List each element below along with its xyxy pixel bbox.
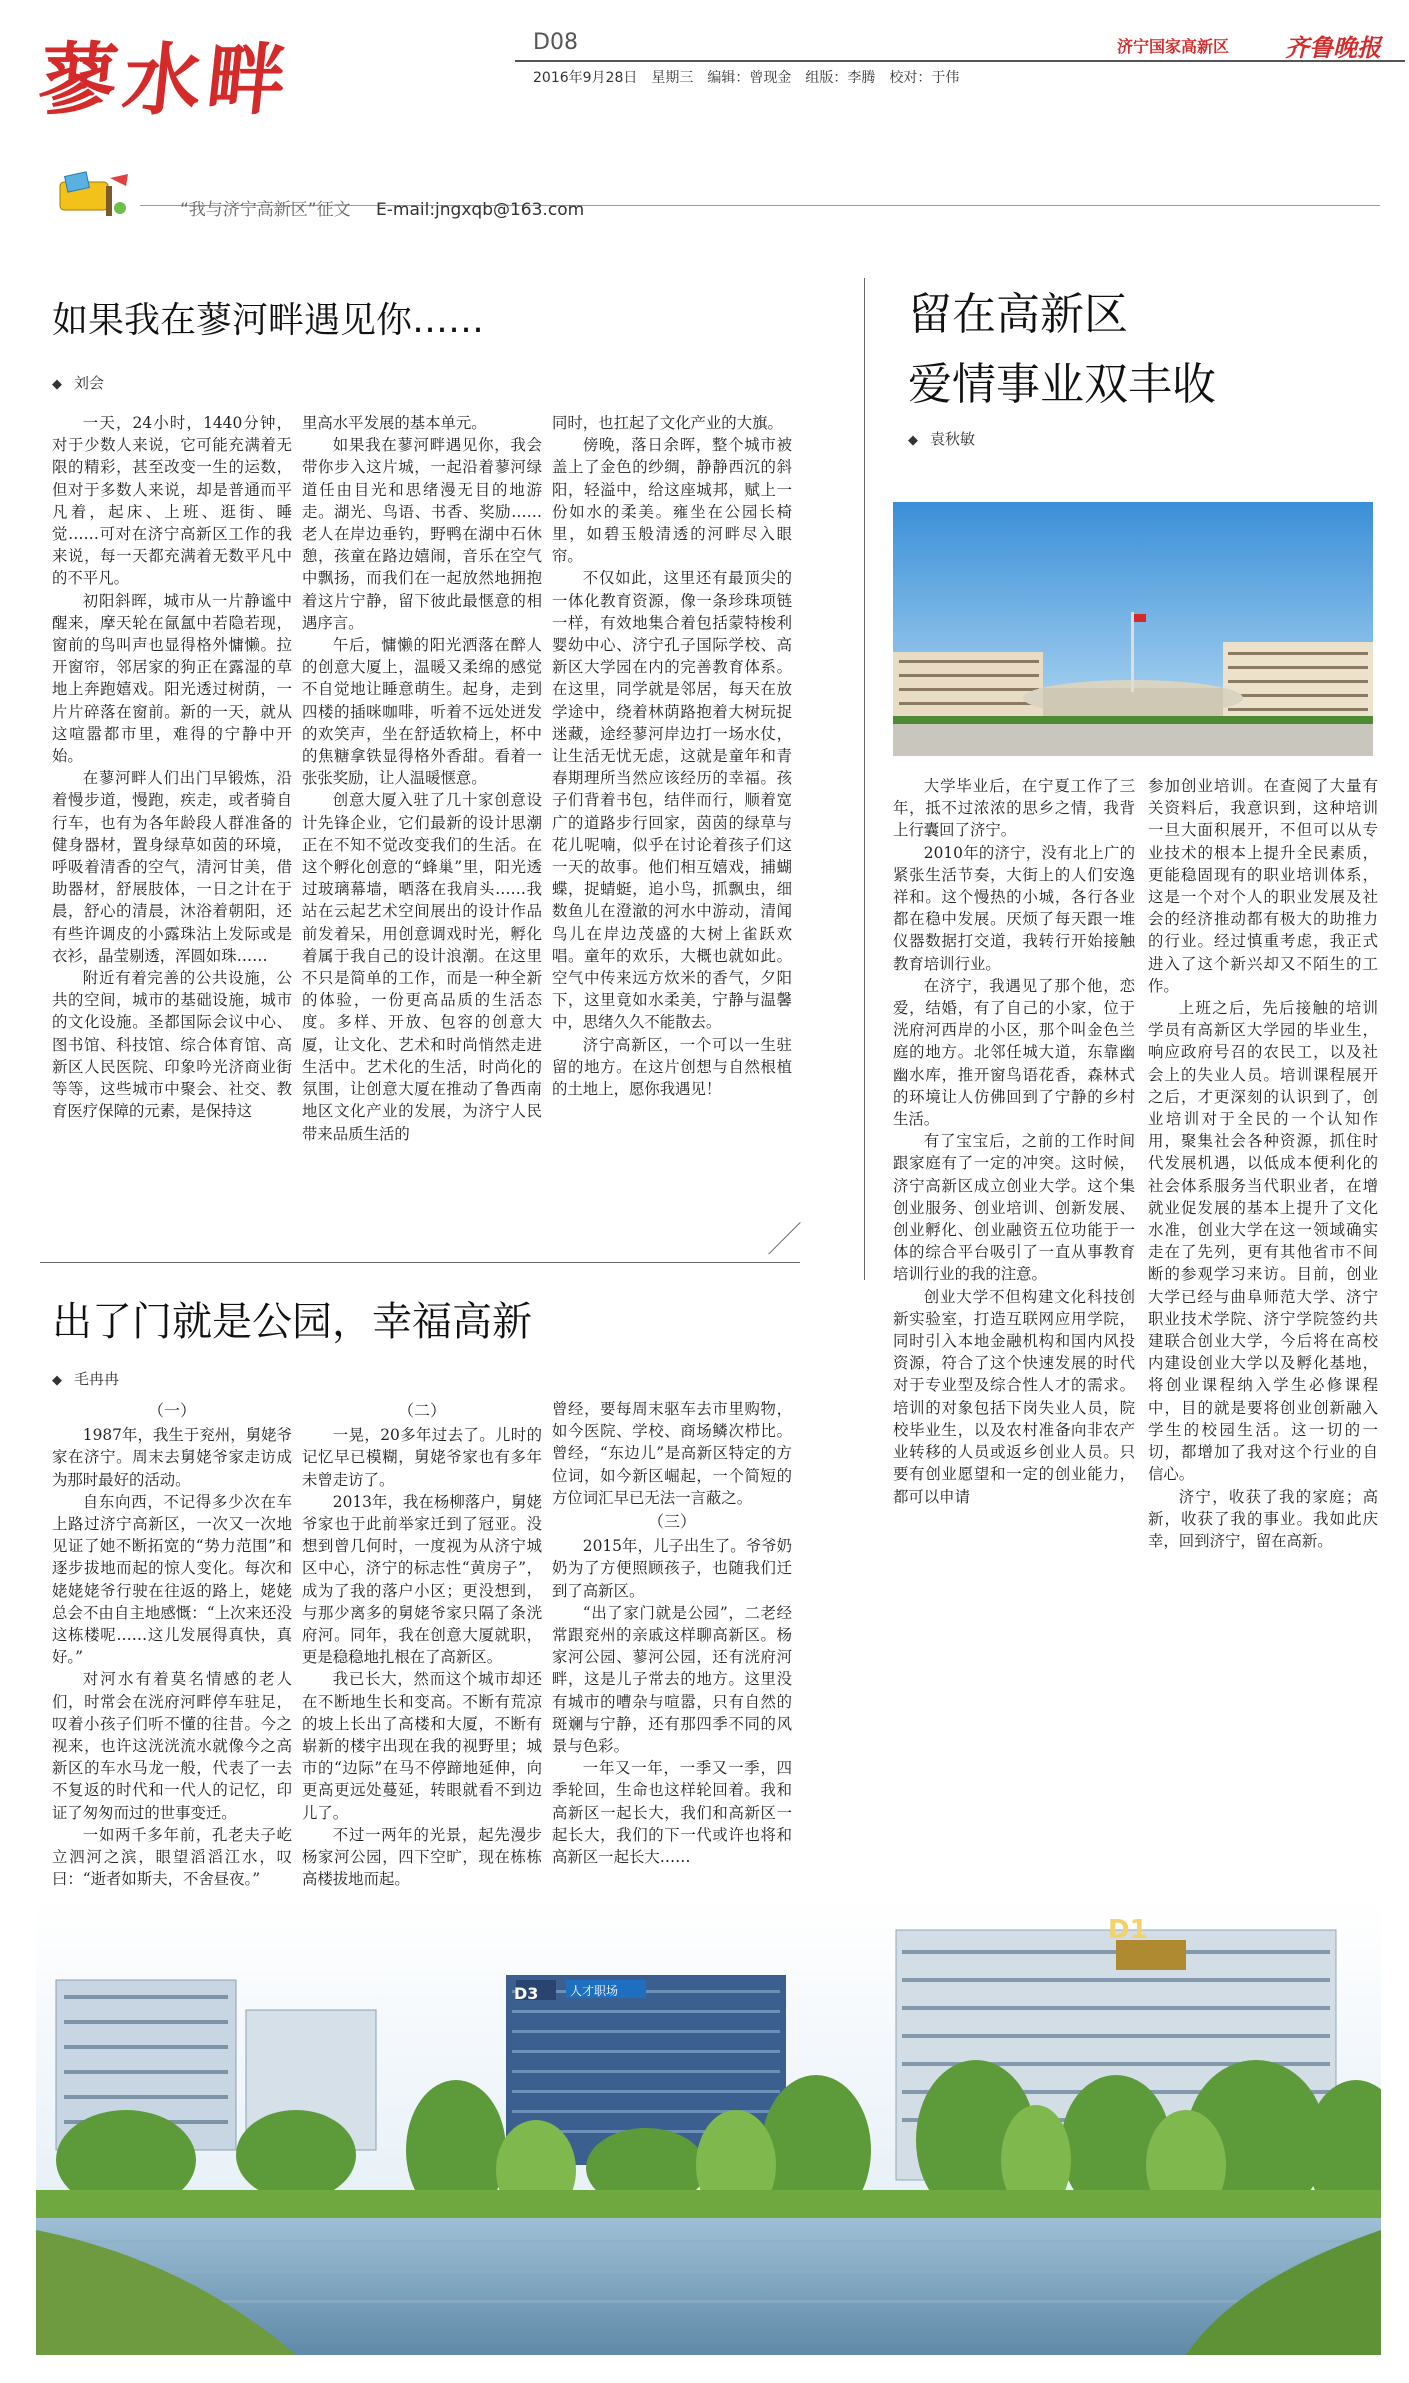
paragraph: 自东向西，不记得多少次在车上路过济宁高新区，一次又一次地见证了她不断拓宽的“势力范围”和逐步拔地而起的惊人变化。每次和姥姥姥爷行驶在往返的路上，姥姥总会不由自主地感慨：“上次来还没这栋楼呢……这儿发展得真快，真好。” — [52, 1492, 292, 1667]
article3-byline — [52, 1368, 119, 1389]
collection-banner — [180, 195, 584, 220]
diamond-icon: ◆ — [52, 377, 62, 392]
paragraph: 如果我在蓼河畔遇见你，我会带你步入这片城，一起沿着蓼河绿道任由目光和思绪漫无目的地游走。湖光、鸟语、书香、奖励……老人在岸边垂钓，野鸭在湖中石休憩，孩童在路边嬉闹，音乐在空气中飘扬，而我们在一起放然地拥抱着这片宁静，留下彼此最惬意的相遇序言。 — [302, 436, 542, 632]
article2-author: 袁秋敏 — [930, 430, 976, 448]
paragraph: 不过一两年的光景，起先漫步杨家河公园，四下空旷，现在栋栋高楼拔地而起。 — [302, 1825, 542, 1889]
article3-col3 — [552, 1398, 792, 1928]
article3-col2 — [302, 1398, 542, 1928]
paragraph: 济宁高新区，一个可以一生驻留的地方。在这片创想与自然根植的土地上，愿你我遇见！ — [552, 1035, 792, 1099]
article1-col2 — [302, 412, 542, 1272]
paragraph: 傍晚，落日余晖，整个城市被盖上了金色的纱绸，静静西沉的斜阳，轻溢中，给这座城邦，赋上一份如水的柔美。雍坐在公园长椅里，如碧玉般清透的河畔尽入眼帘。 — [552, 436, 792, 566]
article1-col1 — [52, 412, 292, 1272]
section-number: （一） — [147, 1401, 196, 1420]
paragraph: 同时，也扛起了文化产业的大旗。 — [552, 414, 783, 432]
paragraph: 2013年，我在杨柳落户，舅姥爷家也于此前举家迁到了冠亚。没想到曾几何时，一度视为从济宁城区中心，济宁的标志性“黄房子”，成为了我的落户小区；更没想到，与那少离多的舅姥爷家只隔了条洸府河。同年，我在创意大厦就职，更是稳稳地扎根在了高新区。 — [302, 1492, 542, 1667]
mailbox-icon — [50, 168, 135, 218]
section-divider — [40, 1262, 800, 1263]
article2-byline — [908, 428, 975, 449]
diamond-icon: ◆ — [908, 433, 918, 448]
paragraph: 一天，24小时，1440分钟，对于少数人来说，它可能充满着无限的精彩，甚至改变一生的运数，但对于多数人来说，却是普通而平凡着，起床、上班、逛街、睡觉……可对在济宁高新区工作的我来说，每一天都充满着无数平凡中的不平凡。 — [52, 414, 292, 588]
column-divider — [864, 278, 865, 1280]
brand-name: 济宁国家高新区 — [1116, 37, 1229, 56]
paragraph: 在蓼河畔人们出门早锻炼，沿着慢步道，慢跑，疾走，或者骑自行车，也有为各年龄段人群准备的健身器材，置身绿草如茵的环境，呼吸着清香的空气，清河甘美，借助器材，舒展肢体，一日之计在于晨，舒心的清晨，沐浴着朝阳，还有些许调皮的小露珠沾上发际或是衣衫，晶莹剔透，浑圆如珠…… — [52, 769, 292, 965]
campus-photo — [893, 502, 1373, 756]
masthead: 蓼水畔 — [34, 35, 297, 126]
paragraph: 午后，慵懒的阳光洒落在醉人的创意大厦上，温暖又柔绵的感觉不自觉地让睡意萌生。起身，走到四楼的插咪咖啡，听着不远处迸发的欢笑声，坐在舒适软椅上，杯中的焦糖拿铁显得格外香甜。看着一张张奖励，让人温暖惬意。 — [302, 636, 542, 788]
collection-title: “我与济宁高新区”征文 — [180, 200, 351, 220]
paragraph: 一晃，20多年过去了。儿时的记忆早已模糊，舅姥爷家也有多年未曾走访了。 — [302, 1426, 542, 1489]
paragraph: “出了家门就是公园”，二老经常跟兖州的亲戚这样聊高新区。杨家河公园、蓼河公园，还有洸府河畔，这是儿子常去的地方。这里没有城市的嘈杂与喧嚣，只有自然的斑斓与宁静，还有那四季不同的风景与色彩。 — [552, 1603, 792, 1756]
article1-author: 刘会 — [74, 374, 105, 392]
paragraph: 里高水平发展的基本单元。 — [302, 414, 487, 432]
article2-col1 — [893, 775, 1135, 1955]
paragraph: 我已长大，然而这个城市却还在不断地生长和变高。不断有荒凉的坡上长出了高楼和大厦，不断有崭新的楼宇出现在我的视野里；城市的“边际”在马不停蹄地延伸，向更高更远处蔓延，转眼就看不到边儿了。 — [302, 1670, 542, 1822]
paragraph: 在济宁，我遇见了那个他，恋爱，结婚，有了自己的小家，位于洸府河西岸的小区，那个叫金色兰庭的地方。北邻任城大道，东靠幽幽水库，推开窗鸟语花香，森林式的环境让人仿佛回到了宁静的乡村生活。 — [893, 976, 1135, 1129]
building-sign: 人才职场 — [570, 1984, 619, 1998]
article3-col1 — [52, 1398, 292, 1928]
article1-byline — [52, 372, 104, 393]
paragraph: 2010年的济宁，没有北上广的紧张生活节奏，大街上的人们安逸祥和。这个慢热的小城，各行各业都在稳中发展。厌烦了每天跟一堆仪器数据打交道，我转行开始接触教育培训行业。 — [893, 843, 1135, 973]
article1-col3 — [552, 412, 792, 1272]
header-rule — [515, 60, 1405, 62]
article2-title-line1: 留在高新区 — [908, 289, 1128, 340]
paragraph: 一如两千多年前，孔老夫子屹立泗河之滨，眼望滔滔江水，叹曰：“逝者如斯夫，不舍昼夜。” — [52, 1825, 292, 1889]
issue-meta: 2016年9月28日 星期三 编辑：曾现金 组版：李腾 校对：于伟 — [533, 70, 960, 86]
collection-email: E-mail:jngxqb@163.com — [376, 200, 585, 220]
paragraph: 2015年，儿子出生了。爷爷奶奶为了方便照顾孩子，也随我们迁到了高新区。 — [552, 1537, 792, 1600]
park-photo — [36, 1900, 1381, 2355]
paragraph: 曾经，要每周末驱车去市里购物，如今医院、学校、商场鳞次栉比。曾经，“东边儿”是高新区特定的方位词，如今新区崛起，一个简短的方位词汇早已无法一言蔽之。 — [552, 1400, 792, 1507]
building-label-d3: D3 — [514, 1984, 539, 2003]
paragraph: 大学毕业后，在宁夏工作了三年，抵不过浓浓的思乡之情，我背上行囊回了济宁。 — [893, 777, 1135, 840]
article1-title: 如果我在蓼河畔遇见你…… — [52, 300, 485, 341]
paragraph: 一年又一年，一季又一季，四季轮回，生命也这样轮回着。我和高新区一起长大，我们和高新区一起长大，我们的下一代或许也将和高新区一起长大…… — [552, 1759, 792, 1867]
paragraph: 初阳斜晖，城市从一片静谧中醒来，摩天轮在氤氲中若隐若现，窗前的鸟叫声也显得格外慵懒。拉开窗帘，邻居家的狗正在露湿的草地上奔跑嬉戏。阳光透过树荫，一片片碎落在窗前。新的一天，就从这喧嚣都市里，难得的宁静中开始。 — [52, 591, 292, 766]
paragraph: 不仅如此，这里还有最顶尖的一体化教育资源，像一条珍珠项链一样，有效地集合着包括蒙特梭利婴幼中心、济宁孔子国际学校、高新区大学园在内的完善教育体系。在这里，同学就是邻居，每天在放学途中，绕着林荫路抱着大树玩捉迷藏，途经蓼河岸边打一场水仗，让生活无忧无虑，这就是童年和青春期理所当然应该经历的幸福。孩子们背着书包，结伴而行，顺着宽广的道路步行回家，茵茵的绿草与花儿呢喃，似乎在讨论着孩子们这一天的故事。他们相互嬉戏，捕蝴蝶，捉蜻蜓，追小鸟，抓飘虫，细数鱼儿在澄澈的河水中游动，清闻鸟儿在岸边茂盛的大树上雀跃欢唱。童年的欢乐，大概也就如此。空气中传来远方炊米的香气，夕阳下，这里竟如水柔美，宁静与温馨中，思绪久久不能散去。 — [552, 569, 792, 1032]
paragraph: 附近有着完善的公共设施，公共的空间，城市的基础设施，城市的文化设施。圣都国际会议中心、图书馆、科技馆、综合体育馆、高新区人民医院、印象吟光济商业街等等，这些城市中聚会、社交、教育医疗保障的元素，是保持这 — [52, 969, 292, 1121]
paragraph: 上班之后，先后接触的培训学员有高新区大学园的毕业生，响应政府号召的农民工，以及社会上的失业人员。培训课程展开之后，才更深刻的认识到了，创业培训对于全民的一个认知作用，聚集社会各种资源，抓住时代发展机遇，以低成本便利化的社会体系服务当代职业者，在增就业促发展的基本上提升了文化水准，创业大学在这一领域确实走在了先列，更有其他省市不间断的参观学习来访。目前，创业大学已经与曲阜师范大学、济宁职业技术学院、济宁学院签约共建联合创业大学，今后将在高校内建设创业大学以及孵化基地，将创业课程纳入学生必修课程中，目的就是要将创业创新融入学生的校园生活。这一切的一切，都增加了我对这个行业的自信心。 — [1148, 999, 1378, 1484]
paragraph: 1987年，我生于兖州，舅姥爷家在济宁。周末去舅姥爷家走访成为那时最好的活动。 — [52, 1426, 292, 1489]
section-number: （三） — [647, 1512, 696, 1532]
section-number: （二） — [397, 1401, 446, 1420]
newspaper-logo: 齐鲁晚报 — [1285, 33, 1381, 62]
article2-col2 — [1148, 775, 1378, 1955]
paragraph: 对河水有着莫名情感的老人们，时常会在洸府河畔停车驻足，叹着小孩子们听不懂的往昔。今之视来，也许这洸洸流水就像今之高新区的车水马龙一般，代表了一去不复返的时代和一代人的记忆，印证了匆匆而过的世事变迁。 — [52, 1670, 292, 1822]
paragraph: 参加创业培训。在查阅了大量有关资料后，我意识到，这种培训一旦大面积展开，不但可以从专业技术的根本上提升全民素质，更能稳固现有的职业培训体系，这是一个对个人的职业发展及社会的经济推动都有极大的助推力的行业。经过慎重考虑，我正式进入了这个新兴却又不陌生的工作。 — [1148, 777, 1378, 995]
page-number: D08 — [533, 30, 578, 55]
paragraph: 济宁，收获了我的家庭；高新，收获了我的事业。我如此庆幸，回到济宁，留在高新。 — [1148, 1487, 1378, 1550]
article3-author: 毛冉冉 — [74, 1370, 120, 1388]
diamond-icon: ◆ — [52, 1373, 62, 1388]
article2-title-line2: 爱情事业双丰收 — [908, 359, 1216, 410]
article3-title: 出了门就是公园，幸福高新 — [52, 1299, 532, 1345]
paragraph: 创业大学不但构建文化科技创新实验室，打造互联网应用学院，同时引入本地金融机构和国内风投资源，符合了这个快速发展的时代对于专业型及综合性人才的需求。培训的对象包括下岗失业人员，院校毕业生，以及农村准备向非农产业转移的人员或返乡创业人员。只要有创业愿望和一定的创业能力，都可以申请 — [893, 1287, 1135, 1506]
paragraph: 创意大厦入驻了几十家创意设计先锋企业，它们最新的设计思潮正在不知不觉改变我们的生活。在这个孵化创意的“蜂巢”里，阳光透过玻璃幕墙，晒落在我肩头……我站在云起艺术空间展出的设计作品前发着呆，用创意调戏时光，孵化着属于我自己的设计浪潮。在这里不只是简单的工作，而是一种全新的体验，一份更高品质的生活态度。多样、开放、包容的创意大厦，让文化、艺术和时尚悄然走进生活中。艺术化的生活，时尚化的氛围，让创意大厦在推动了鲁西南地区文化产业的发展，为济宁人民带来品质生活的 — [302, 791, 542, 1143]
paragraph: 有了宝宝后，之前的工作时间跟家庭有了一定的冲突。这时候，济宁高新区成立创业大学。这个集创业服务、创业培训、创新发展、创业孵化、创业融资五位功能于一体的综合平台吸引了一直从事教育培训行业的我的注意。 — [893, 1132, 1135, 1284]
building-label-d1: D1 — [1108, 1915, 1148, 1945]
